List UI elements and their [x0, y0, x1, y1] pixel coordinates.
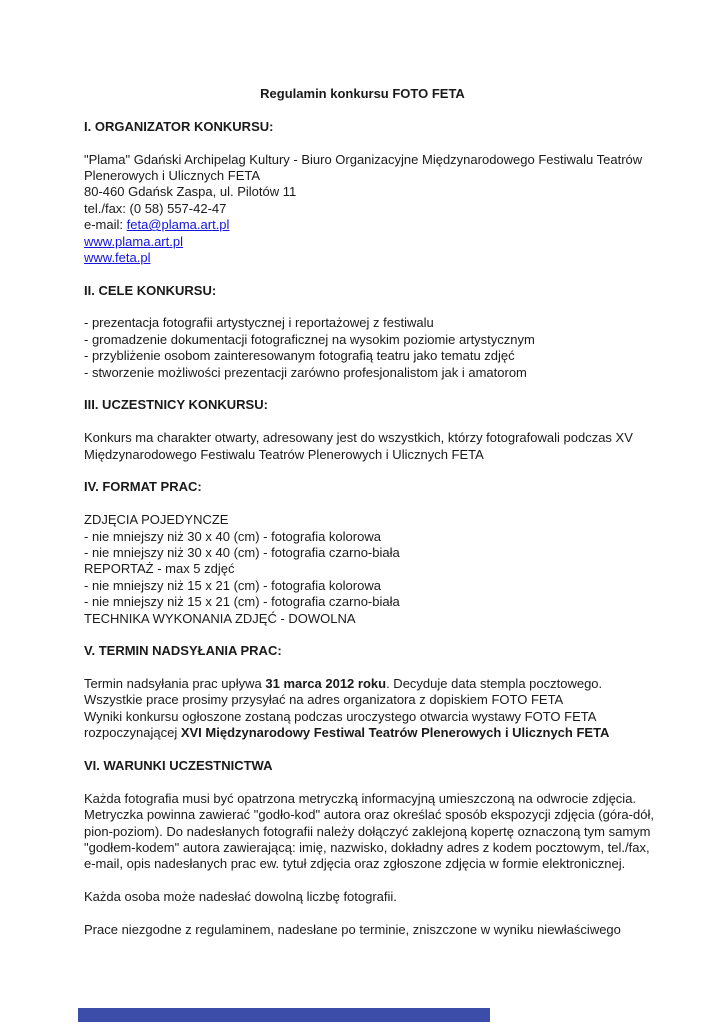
text-line [84, 643, 641, 659]
text-line [84, 823, 651, 840]
paragraph [84, 790, 654, 873]
text-line [84, 839, 650, 856]
text-run: . Decyduje data stempla pocztowego. [386, 676, 603, 692]
text-line [84, 168, 641, 184]
text-line [84, 234, 641, 250]
email-link[interactable]: feta@plama.art.pl [126, 217, 230, 233]
text-line [84, 332, 641, 348]
text-line [84, 283, 641, 299]
text-line [84, 365, 641, 381]
text-run: tel./fax: (0 58) 557-42-47 [84, 200, 227, 216]
text-line [84, 676, 641, 692]
text-line [84, 430, 641, 446]
text-run: "godłem-kodem" autora zawierającą: imię, nazwisko, dokładny adres z kodem pocztowym, tel./fax, [84, 839, 650, 855]
text-line [84, 807, 654, 823]
text-run: Każda fotografia musi być opatrzona metryczką informacyjną umieszczoną na odwrocie zdjęcia. [84, 790, 637, 806]
section-heading [84, 283, 641, 299]
text-line [84, 922, 641, 938]
paragraph [84, 315, 641, 381]
text-run: e-mail: [84, 217, 127, 233]
text-line [84, 86, 641, 102]
text-run: - nie mniejszy niż 30 x 40 (cm) - fotografia czarno-biała [84, 544, 400, 560]
paragraph [84, 922, 641, 938]
doc-title [84, 86, 641, 102]
text-run: Plenerowych i Ulicznych FETA [84, 167, 261, 183]
text-line [84, 725, 641, 741]
document-body [84, 86, 654, 938]
bottom-blue-bar [78, 1008, 490, 1022]
section-heading [84, 119, 641, 135]
paragraph [84, 512, 641, 627]
website-link[interactable]: www.feta.pl [84, 249, 151, 265]
text-run: e-mail, opis nadesłanych prac ew. tytuł zdjęcia oraz zgłoszone zdjęcia w formie elektronicznej. [84, 856, 626, 872]
text-run: REPORTAŻ - max 5 zdjęć [84, 561, 235, 577]
text-line [84, 578, 641, 594]
text-run: Termin nadsyłania prac upływa [84, 676, 266, 692]
text-line [84, 529, 641, 545]
text-run: "Plama" Gdański Archipelag Kultury - Biuro Organizacyjne Międzynarodowego Festiwalu Teatrów [84, 151, 643, 167]
text-run: Konkurs ma charakter otwarty, adresowany jest do wszystkich, którzy fotografowali podczas XV [84, 430, 633, 446]
text-line [84, 791, 641, 807]
bold-text-run: IV. FORMAT PRAC: [84, 479, 202, 495]
text-line [84, 348, 641, 364]
text-line [84, 184, 641, 200]
text-line [84, 447, 641, 463]
text-run: Każda osoba może nadesłać dowolną liczbę fotografii. [84, 889, 397, 905]
text-run: pion-poziom). Do nadesłanych fotografii należy dołączyć zaklejoną kopertę oznaczoną tym samym [84, 823, 651, 839]
text-line [84, 217, 641, 233]
text-run: 80-460 Gdańsk Zaspa, ul. Pilotów 11 [84, 184, 297, 200]
text-run: Prace niezgodne z regulaminem, nadesłane po terminie, zniszczone w wyniku niewłaściwego [84, 921, 621, 937]
text-run: - nie mniejszy niż 15 x 21 (cm) - fotografia czarno-biała [84, 594, 400, 610]
section-heading [84, 643, 641, 659]
bold-text-run: V. TERMIN NADSYŁANIA PRAC: [84, 643, 282, 659]
bold-text-run: I. ORGANIZATOR KONKURSU: [84, 118, 274, 134]
website-link[interactable]: www.plama.art.pl [84, 233, 183, 249]
text-run: TECHNIKA WYKONANIA ZDJĘĆ - DOWOLNA [84, 610, 356, 626]
bold-text-run: VI. WARUNKI UCZESTNICTWA [84, 758, 273, 774]
text-line [84, 889, 641, 905]
text-run: Wyniki konkursu ogłoszone zostaną podczas uroczystego otwarcia wystawy FOTO FETA [84, 708, 597, 724]
text-line [84, 709, 641, 725]
paragraph [84, 889, 641, 905]
text-line [84, 561, 641, 577]
section-heading [84, 397, 641, 413]
text-line [84, 152, 641, 168]
text-run: - przybliżenie osobom zainteresowanym fotografią teatru jako tematu zdjęć [84, 348, 515, 364]
paragraph [84, 676, 641, 742]
section-heading [84, 758, 641, 774]
text-line [84, 611, 641, 627]
text-line [84, 692, 641, 708]
text-line [84, 397, 641, 413]
text-line [84, 545, 641, 561]
bold-text-run: Regulamin konkursu FOTO FETA [260, 86, 465, 101]
text-line [84, 512, 641, 528]
text-line [84, 250, 641, 266]
text-run: - nie mniejszy niż 30 x 40 (cm) - fotografia kolorowa [84, 528, 381, 544]
text-line [84, 856, 641, 872]
text-run: Międzynarodowego Festiwalu Teatrów Plenerowych i Ulicznych FETA [84, 446, 484, 462]
text-run: - prezentacja fotografii artystycznej i reportażowej z festiwalu [84, 315, 434, 331]
paragraph [84, 152, 641, 267]
bold-text-run: XVI Międzynarodowy Festiwal Teatrów Plenerowych i Ulicznych FETA [180, 725, 610, 741]
text-run: Metryczka powinna zawierać "godło-kod" autora oraz określać sposób ekspozycji zdjęcia (góra-dół, [84, 807, 654, 823]
section-heading [84, 479, 641, 495]
text-run: rozpoczynającej [84, 725, 181, 741]
text-line [84, 758, 641, 774]
text-line [84, 479, 641, 495]
text-line [84, 201, 641, 217]
text-run: ZDJĘCIA POJEDYNCZE [84, 512, 229, 528]
text-run: - stworzenie możliwości prezentacji zarówno profesjonalistom jak i amatorom [84, 364, 527, 380]
text-line [84, 315, 641, 331]
text-run: Wszystkie prace prosimy przysyłać na adres organizatora z dopiskiem FOTO FETA [84, 692, 564, 708]
bold-text-run: III. UCZESTNICY KONKURSU: [84, 397, 268, 413]
text-line [84, 594, 641, 610]
text-run: - nie mniejszy niż 15 x 21 (cm) - fotografia kolorowa [84, 577, 381, 593]
bold-text-run: 31 marca 2012 roku [265, 676, 387, 692]
text-line [84, 119, 641, 135]
text-run: - gromadzenie dokumentacji fotograficznej na wysokim poziomie artystycznym [84, 331, 535, 347]
bold-text-run: II. CELE KONKURSU: [84, 282, 217, 298]
paragraph [84, 430, 641, 463]
